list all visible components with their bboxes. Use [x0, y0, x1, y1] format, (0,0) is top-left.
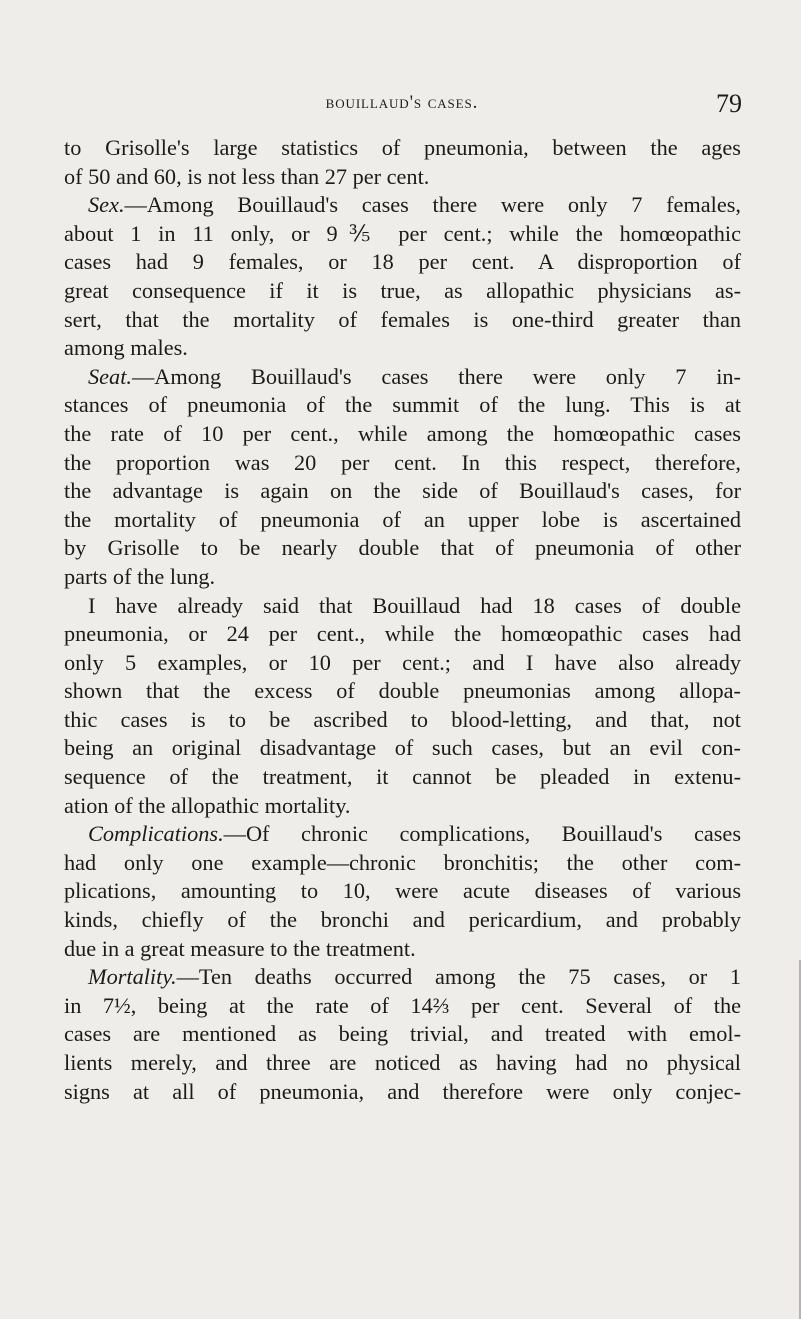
text-line: [64, 506, 741, 535]
text-run: the advantage is again on the side of Bouillaud's cases, for: [64, 478, 741, 504]
text-line: [64, 363, 741, 392]
text-run: being an original disadvantage of such cases, but an evil con-: [64, 735, 741, 761]
run-in-heading: Seat.: [88, 363, 132, 389]
text-run: lients merely, and three are noticed as having had no physical: [64, 1050, 741, 1075]
text-line: [64, 906, 741, 935]
text-line: [64, 277, 741, 306]
text-run: among males.: [64, 335, 188, 361]
text-line: [64, 992, 741, 1021]
text-line: [64, 734, 741, 763]
text-line: [64, 191, 741, 220]
text-line: [64, 820, 741, 849]
text-line: [64, 877, 741, 906]
text-line: [64, 220, 741, 249]
text-line: [64, 134, 741, 163]
text-line: [64, 334, 741, 363]
text-run: shown that the excess of double pneumonias among allopa-: [64, 678, 741, 704]
text-line: [64, 391, 741, 420]
text-line: [64, 163, 741, 192]
text-run: thic cases is to be ascribed to blood-letting, and that, not: [64, 706, 741, 732]
text-run: pneumonia, or 24 per cent., while the homœopathic cases had: [64, 621, 741, 647]
text-line: [64, 706, 741, 735]
text-line: [64, 763, 741, 792]
text-run: in 7½, being at the rate of 14⅔ per cent. Several of the: [64, 992, 741, 1018]
text-line: [64, 563, 741, 592]
text-run: only 5 examples, or 10 per cent.; and I have also already: [64, 649, 741, 675]
text-run: the mortality of pneumonia of an upper lobe is ascertained: [64, 506, 741, 532]
text-line: [64, 420, 741, 449]
text-run: —Of chronic complications, Bouillaud's cases: [223, 821, 741, 847]
text-line: [64, 935, 741, 964]
text-line: [64, 449, 741, 478]
text-run: sequence of the treatment, it cannot be pleaded in extenu-: [64, 764, 741, 790]
text-line: [64, 1049, 741, 1078]
text-run: to Grisolle's large statistics of pneumonia, between the ages: [64, 135, 741, 160]
text-run: —Among Bouillaud's cases there were only 7 in-: [131, 363, 741, 389]
text-line: [64, 620, 741, 649]
text-run: cases had 9 females, or 18 per cent. A disproportion of: [64, 249, 741, 275]
text-run: kinds, chiefly of the bronchi and pericardium, and probably: [64, 907, 741, 933]
text-line: [64, 534, 741, 563]
text-line: [64, 1020, 741, 1049]
text-run: about 1 in 11 only, or 9⅗ per cent.; while the homœopathic: [64, 220, 741, 246]
run-in-heading: Complications.: [88, 821, 224, 847]
text-run: great consequence if it is true, as allopathic physicians as-: [64, 277, 741, 303]
text-run: by Grisolle to be nearly double that of pneumonia of other: [64, 535, 741, 561]
text-run: the rate of 10 per cent., while among the homœopathic cases: [64, 420, 741, 446]
text-run: stances of pneumonia of the summit of the lung. This is at: [64, 392, 741, 418]
text-line: [64, 248, 741, 277]
text-run: —Among Bouillaud's cases there were only 7 females,: [124, 192, 741, 218]
run-in-heading: Mortality.: [88, 964, 177, 990]
text-line: [64, 592, 741, 621]
text-line: [64, 677, 741, 706]
text-line: [64, 1078, 741, 1107]
text-line: [64, 477, 741, 506]
text-run: signs at all of pneumonia, and therefore were only conjec-: [64, 1078, 741, 1104]
run-in-heading: Sex.: [88, 192, 125, 218]
text-line: [64, 792, 741, 821]
text-run: the proportion was 20 per cent. In this respect, therefore,: [64, 449, 741, 475]
page-number: 79: [716, 89, 742, 118]
text-line: [64, 306, 741, 335]
text-run: plications, amounting to 10, were acute diseases of various: [64, 878, 741, 904]
text-line: [64, 649, 741, 678]
text-run: due in a great measure to the treatment.: [64, 935, 416, 961]
running-head: [62, 89, 742, 122]
text-run: of 50 and 60, is not less than 27 per cent.: [64, 163, 430, 189]
text-run: sert, that the mortality of females is one-third greater than: [64, 306, 741, 332]
text-run: I have already said that Bouillaud had 18 cases of double: [88, 592, 741, 618]
text-line: [64, 963, 741, 992]
text-run: cases are mentioned as being trivial, and treated with emol-: [64, 1021, 741, 1047]
body-text: [64, 134, 741, 1106]
text-run: —Ten deaths occurred among the 75 cases, or 1: [176, 964, 741, 990]
text-line: [64, 849, 741, 878]
text-run: ation of the allopathic mortality.: [64, 792, 351, 818]
text-run: parts of the lung.: [64, 563, 216, 589]
running-title: bouillaud's cases.: [325, 92, 479, 113]
text-run: had only one example—chronic bronchitis; the other com-: [64, 849, 741, 875]
